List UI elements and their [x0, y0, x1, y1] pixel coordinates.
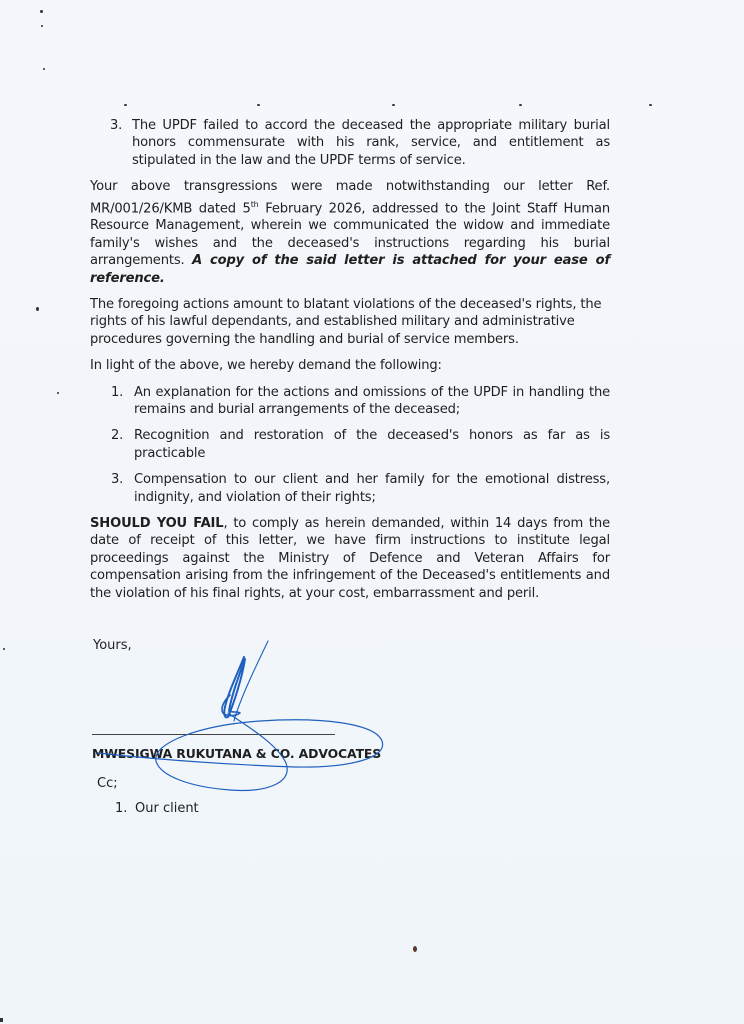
list-number: 3.: [110, 118, 123, 133]
list-text: The UPDF failed to accord the deceased the appropriate military burial honors commensurate with his rank, service, and entitlement as stipulated in the law and the UPDF terms of service.: [132, 118, 610, 168]
list-item: [90, 384, 610, 419]
closing: Yours,: [93, 638, 132, 653]
list-text: Compensation to our client and her family for the emotional distress, indignity, and violation of their rights;: [134, 472, 610, 505]
paragraph-text: February 2026, addressed to the Joint Staff Human Resource Management, wherein we communicated the widow and immediate family's wishes and the deceased's instructions regarding his burial arrangements.: [90, 200, 610, 269]
paragraph-violations: The foregoing actions amount to blatant violations of the deceased's rights, the rights of his lawful dependants, and established military and administrative procedures governing the handling and burial of service members.: [90, 297, 602, 347]
emphasis-text: A copy of the said letter is attached for your ease of reference.: [90, 253, 610, 286]
signature-block: [90, 633, 410, 833]
scan-speck: [36, 307, 39, 311]
letter-body: [90, 117, 610, 611]
cc-label: Cc;: [97, 776, 118, 791]
list-number: 1.: [115, 801, 128, 816]
scan-speck: [57, 392, 59, 394]
scan-speck: [257, 104, 260, 106]
paragraph-demand-intro: In light of the above, we hereby demand the following:: [90, 358, 442, 374]
warning-bold: SHOULD YOU FAIL: [90, 516, 224, 532]
list-text: An explanation for the actions and omissions of the UPDF in handling the remains and burial arrangements of the deceased;: [134, 384, 610, 418]
paragraph-transgressions: [90, 178, 610, 287]
paragraph-text: Your above transgressions were made notwithstanding our letter Ref. MR/001/26/KMB dated 5: [90, 179, 610, 216]
list-item: [90, 117, 610, 169]
scan-speck: [392, 104, 395, 106]
scan-speck: [3, 648, 5, 650]
paragraph-warning: [90, 515, 610, 602]
scan-speck: [41, 25, 43, 27]
paragraph-text: , to comply as herein demanded, within 14 days from the date of receipt of this letter, we have firm instructions to institute legal proceedings against the Ministry of Defence and Veteran Affairs for compensation arising from the infringement of the Deceased's entitlements and the violation of his final rights, at your cost, embarrassment and peril.: [90, 516, 610, 601]
firm-name: MWESIGWA RUKUTANA & CO. ADVOCATES: [92, 746, 382, 761]
scan-speck: [40, 10, 43, 13]
scan-speck: [43, 68, 45, 70]
scan-speck: [0, 1018, 3, 1022]
demands-list: [90, 384, 610, 506]
list-number: 2.: [111, 428, 124, 444]
list-item: [90, 427, 610, 462]
handwritten-signature: [90, 633, 410, 833]
scan-speck: [413, 946, 417, 952]
list-text: Recognition and restoration of the deceased's honors as far as is practicable: [134, 428, 610, 461]
superscript: th: [250, 199, 259, 209]
transgressions-list: [90, 117, 610, 169]
list-item: [90, 471, 610, 506]
cc-item-text: Our client: [135, 801, 199, 816]
scan-speck: [124, 104, 127, 106]
scan-speck: [649, 104, 652, 106]
list-number: 1.: [111, 384, 124, 400]
list-number: 3.: [111, 472, 124, 488]
scan-speck: [519, 104, 522, 106]
